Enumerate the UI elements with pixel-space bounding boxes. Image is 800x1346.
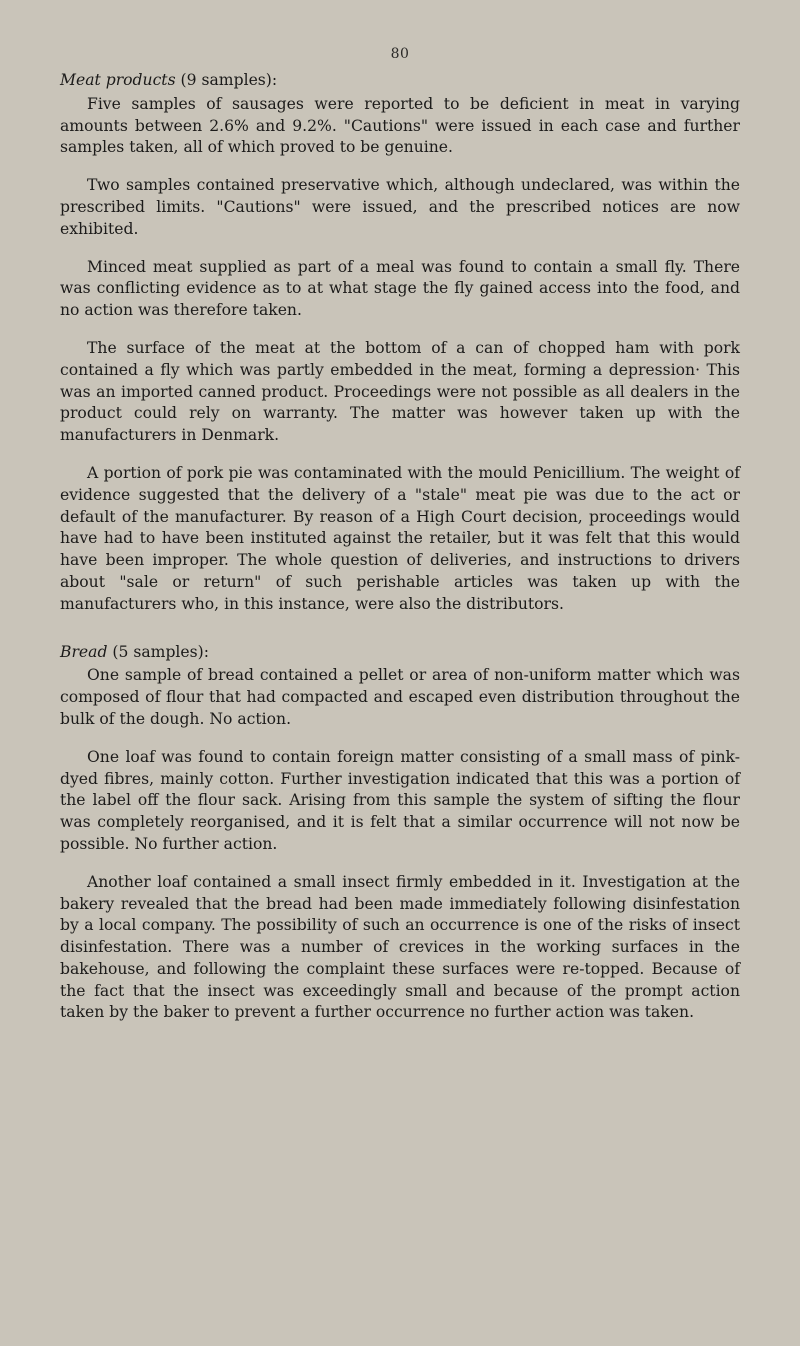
paragraph: The surface of the meat at the bottom of a can of chopped ham with pork contained a fly which was partly embedded in the meat, forming a depression· This was an imported canned product. Proceedings were not possible as all dealers in the product could rely on warranty. The matter was however taken up with the manufacturers in Denmark. [60,338,740,445]
section-meat-products [60,70,740,616]
section-heading-sample-count: (9 samples): [180,71,278,89]
section-heading [60,642,740,664]
paragraph: Two samples contained preservative which, although undeclared, was within the prescribed limits. "Cautions" were issued, and the prescribed notices are now exhibited. [60,176,740,238]
paragraph: Minced meat supplied as part of a meal was found to contain a small fly. There was conflicting evidence as to at what stage the fly gained access into the food, and no action was therefore taken. [60,257,740,320]
section-heading-title: Meat products [60,71,176,89]
section-bread [60,642,740,1025]
section-heading [60,70,740,92]
page-number: 80 [390,46,410,62]
section-heading-sample-count: (5 samples): [112,642,209,661]
paragraph: Another loaf contained a small insect firmly embedded in it. Investigation at the bakery revealed that the bread had been made immediately following disinfestation by a local company. The possibility of such an occurrence is one of the risks of insect disinfestation. There was a number of crevices in the working surfaces in the bakehouse, and following the complaint these surfaces were re-topped. Because of the fact that the insect was exceedingly small and because of the prompt action taken by the baker to prevent a further occurrence no further action was taken. [60,872,740,1022]
page-body [60,70,740,1040]
paragraph: Five samples of sausages were reported to be deficient in meat in varying amounts between 2.6% and 9.2%. "Cautions" were issued in each case and further samples taken, all of which proved to be genuine. [60,94,740,157]
paragraph: A portion of pork pie was contaminated with the mould Penicillium. The weight of evidence suggested that the delivery of a "stale" meat pie was due to the act or default of the manufacturer. By reason of a High Court decision, proceedings would have had to have been instituted against the retailer, but it was felt that this would have been improper. The whole question of deliveries, and instructions to drivers about "sale or return" of such perishable articles was taken up with the manufacturers who, in this instance, were also the distributors. [60,463,740,613]
paragraph: One sample of bread contained a pellet or area of non-uniform matter which was composed of flour that had compacted and escaped even distribution throughout the bulk of the dough. No action. [60,666,740,728]
section-heading-title: Bread [60,642,108,661]
paragraph: One loaf was found to contain foreign matter consisting of a small mass of pink-dyed fibres, mainly cotton. Further investigation indicated that this was a portion of the label off the flour sack. Arising from this sample the system of sifting the flour was completely reorganised, and it is felt that a similar occurrence will not now be possible. No further action. [60,747,740,853]
